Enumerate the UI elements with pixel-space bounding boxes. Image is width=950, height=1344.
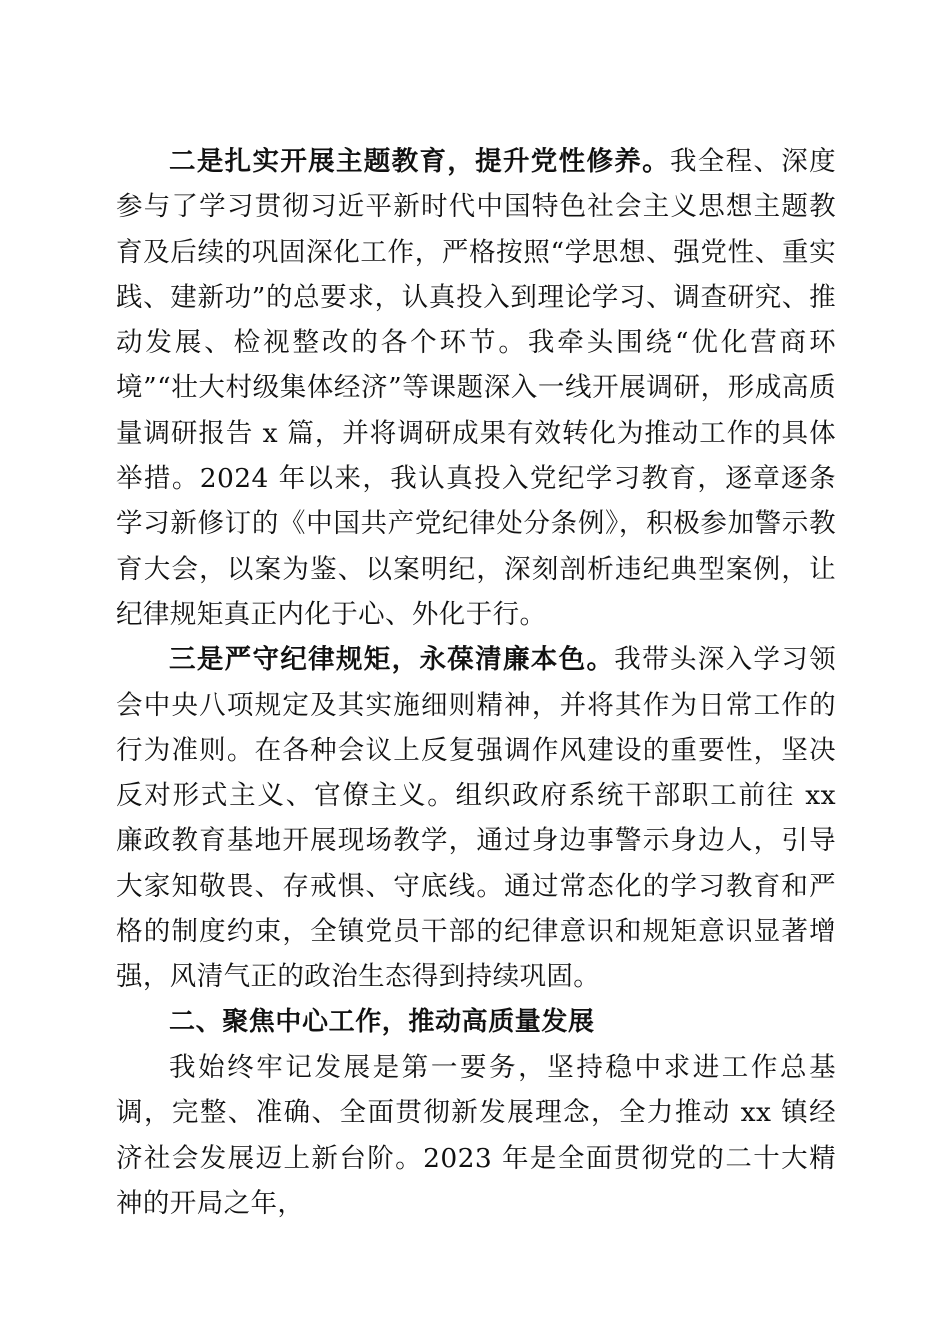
section-heading: 二、聚焦中心工作，推动高质量发展 (169, 1006, 595, 1037)
paragraph-discipline (116, 637, 836, 999)
paragraph-lead: 三是严守纪律规矩，永葆清廉本色。 (169, 644, 615, 676)
paragraph-lead: 二是扎实开展主题教育，提升党性修养。 (169, 146, 670, 177)
document-page (116, 139, 836, 1226)
paragraph-theme-education (116, 139, 836, 637)
paragraph-development: 我始终牢记发展是第一要务，坚持稳中求进工作总基调，完整、准确、全面贯彻新发展理念，全力推动 xx 镇经济社会发展迈上新台阶。2023 年是全面贯彻党的二十大精神的开局之年， (116, 1051, 836, 1219)
paragraph-body: 我带头深入学习领会中央八项规定及其实施细则精神，并将其作为日常工作的行为准则。在各种会议上反复强调作风建设的重要性，坚决反对形式主义、官僚主义。组织政府系统干部职工前往 xx 廉政教育基地开展现场教学，通过身边事警示身边人，引导大家知敬畏、存戒惧、守底线。通过常态化的学习教育和严格的制度约束，全镇党员干部的纪律意识和规矩意识显著增强，风清气正的政治生态得到持续巩固。 (116, 644, 836, 993)
paragraph-body: 我全程、深度参与了学习贯彻习近平新时代中国特色社会主义思想主题教育及后续的巩固深化工作，严格按照“学思想、强党性、重实践、建新功”的总要求，认真投入到理论学习、调查研究、推动发展、检视整改的各个环节。我牵头围绕“优化营商环境”“壮大村级集体经济”等课题深入一线开展调研，形成高质量调研报告 x 篇，并将调研成果有效转化为推动工作的具体举措。2024 年以来，我认真投入党纪学习教育，逐章逐条学习新修订的《中国共产党纪律处分条例》，积极参加警示教育大会，以案为鉴、以案明纪，深刻剖析违纪典型案例，让纪律规矩真正内化于心、外化于行。 (116, 146, 837, 630)
